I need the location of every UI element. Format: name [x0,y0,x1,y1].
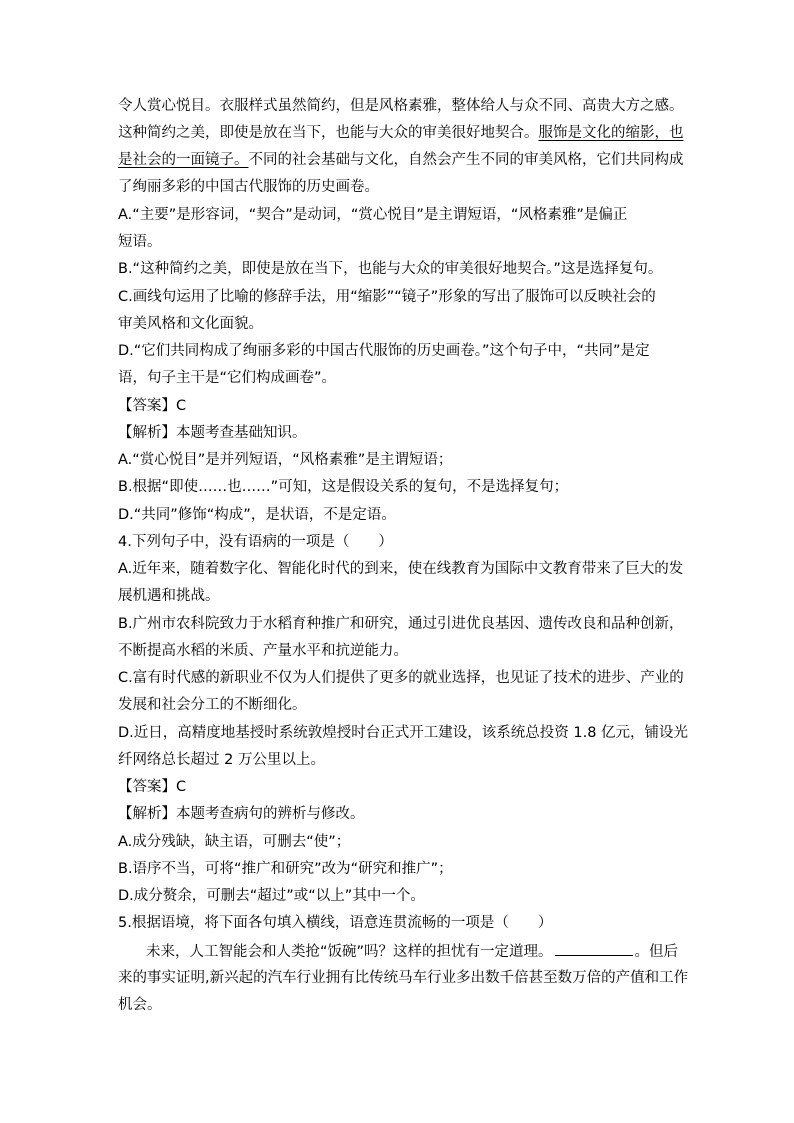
passage-line: 来的事实证明,新兴起的汽车行业拥有比传统马车行业多出数千倍甚至数万倍的产值和工作 [118,970,689,986]
explanation-b: B.根据“即使……也……”可知，这是假设关系的复句，不是选择复句； [118,479,569,495]
fill-in-blank [555,941,633,956]
passage-text: 这种简约之美，即使是放在当下，也能与大众的审美很好地契合。 [118,125,539,141]
option-c-cont: 审美风格和文化面貌。 [118,316,263,332]
analysis-label: 【解析】本题考查基础知识。 [118,425,307,441]
option-c: C.富有时代感的新职业不仅为人们提供了更多的就业选择，也见证了技术的进步、产业的 [118,670,684,686]
explanation-d: D.成分赘余，可删去“超过”或“以上”其中一个。 [118,888,425,904]
passage-text: 不同的社会基础与文化，自然会产生不同的审美风格，它们共同构成 [248,152,684,168]
question-5-stem: 5.根据语境，将下面各句填入横线，语意连贯流畅的一项是（ ） [118,915,553,931]
question-4-stem: 4.下列句子中，没有语病的一项是（ ） [118,534,393,550]
explanation-d: D.“共同”修饰“构成”，是状语，不是定语。 [118,507,396,523]
option-b: B.广州市农科院致力于水稻育种推广和研究，通过引进优良基因、遗传改良和品种创新， [118,616,684,632]
passage-line [118,123,684,143]
passage-line: 令人赏心悦目。衣服样式虽然简约，但是风格素雅，整体给人与众不同、高贵大方之感。 [118,98,684,114]
passage-line [118,150,684,170]
option-d-cont: 语，句子主干是“它们构成画卷”。 [118,370,337,386]
explanation-a: A.“赏心悦目”是并列短语，“风格素雅”是主谓短语； [118,452,453,468]
option-b: B.“这种简约之美，即使是放在当下，也能与大众的审美很好地契合。”这是选择复句。 [118,261,663,277]
option-a: A.近年来，随着数字化、智能化时代的到来，使在线教育为国际中文教育带来了巨大的发 [118,561,684,577]
option-b-cont: 不断提高水稻的米质、产量水平和抗逆能力。 [118,643,408,659]
option-a: A.“主要”是形容词，“契合”是动词，“赏心悦目”是主谓短语，“风格素雅”是偏正 [118,207,628,223]
explanation-b: B.语序不当，可将“推广和研究”改为“研究和推广”； [118,861,453,877]
option-a-cont: 展机遇和挑战。 [118,588,220,604]
answer-label: 【答案】C [118,398,187,414]
passage-line [146,941,678,962]
option-d: D.“它们共同构成了绚丽多彩的中国古代服饰的历史画卷。”这个句子中，“共同”是定 [118,343,650,359]
passage-text: 。但后 [634,944,679,960]
answer-label: 【答案】C [118,779,187,795]
underlined-sentence: 服饰是文化的缩影，也 [538,125,684,141]
passage-line: 机会。 [118,997,162,1013]
underlined-sentence: 是社会的一面镜子。 [118,152,249,168]
option-d: D.近日，高精度地基授时系统敦煌授时台正式开工建设，该系统总投资 1.8 亿元，铺设光 [118,725,689,741]
analysis-label: 【解析】本题考查病句的辨析与修改。 [118,806,365,822]
option-c-cont: 发展和社会分工的不断细化。 [118,697,307,713]
passage-line: 了绚丽多彩的中国古代服饰的历史画卷。 [118,179,379,195]
option-a-cont: 短语。 [118,234,162,250]
passage-text: 未来，人工智能会和人类抢“饭碗”吗？这样的担忧有一定道理。 [146,944,553,960]
explanation-a: A.成分残缺，缺主语，可删去“使”； [118,834,351,850]
option-d-cont: 纤网络总长超过 2 万公里以上。 [118,752,325,768]
option-c: C.画线句运用了比喻的修辞手法，用“缩影”“镜子”形象的写出了服饰可以反映社会的 [118,289,656,305]
